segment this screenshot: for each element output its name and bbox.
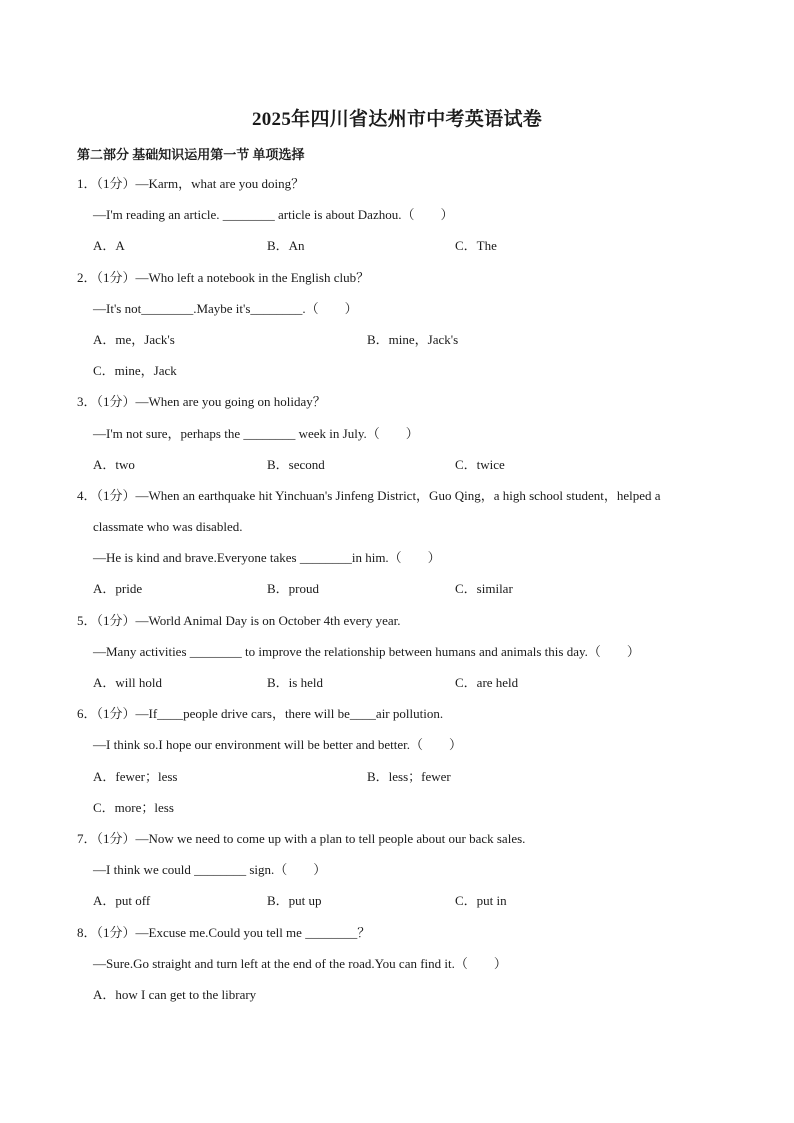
question-4-stem: 4．（1分）—When an earthquake hit Yinchuan's Jinfeng District，Guo Qing，a high school student，helped a — [77, 487, 661, 503]
question-6-option-c: C．more；less — [93, 799, 174, 815]
question-8-option-a: A．how I can get to the library — [93, 986, 257, 1002]
question-5-stem: 5．（1分）—World Animal Day is on October 4th every year. — [77, 612, 401, 628]
question-1-options — [77, 232, 737, 263]
question-2-option-b: B．mine，Jack's — [367, 331, 459, 347]
question-1-stem: 1．（1分）—Karm，what are you doing？ — [77, 176, 305, 191]
question-6-option-a: A．fewer；less — [93, 768, 178, 784]
question-5-option-c: C．are held — [455, 675, 519, 690]
question-4-stem-continued: classmate who was disabled. — [93, 519, 243, 535]
question-6-stem: 6．（1分）—If____people drive cars，there will be____air pollution. — [77, 706, 444, 722]
question-2-stem: 2．（1分）—Who left a notebook in the English club？ — [77, 269, 370, 285]
question-2-reply: —It's not________.Maybe it's________.（ ） — [93, 300, 358, 316]
question-8-options — [77, 981, 737, 1012]
question-3-options — [77, 451, 737, 482]
question-2-option-a: A．me，Jack's — [93, 331, 175, 347]
page-title: 2025年四川省达州市中考英语试卷 — [251, 109, 543, 130]
question-3-option-a: A．two — [93, 456, 135, 472]
question-7-reply: —I think we could ________ sign.（ ） — [93, 862, 327, 878]
question-3-option-c: C．twice — [455, 456, 505, 472]
question-6-options-row-1 — [77, 763, 737, 794]
question-1-option-a: A．A — [93, 238, 125, 254]
question-3-option-b: B．second — [267, 456, 325, 472]
question-4-reply: —He is kind and brave.Everyone takes ________in him.（ ） — [93, 550, 441, 566]
question-2-options-row-1 — [77, 326, 737, 357]
question-5-options — [77, 669, 737, 700]
question-3-stem: 3．（1分）—When are you going on holiday？ — [77, 394, 326, 410]
question-4-option-a: A．pride — [93, 581, 143, 597]
question-6-option-b: B．less；fewer — [367, 768, 451, 784]
question-7-stem: 7．（1分）—Now we need to come up with a plan to tell people about our back sales. — [77, 830, 526, 846]
question-5-option-a: A．will hold — [93, 675, 162, 690]
question-1-reply: —I'm reading an article. ________ article is about Dazhou.（ ） — [93, 207, 454, 223]
question-8-stem: 8．（1分）—Excuse me.Could you tell me ________？ — [77, 924, 371, 940]
question-5-reply: —Many activities ________ to improve the relationship between humans and animals this day.（ ） — [93, 643, 640, 659]
question-6-reply: —I think so.I hope our environment will be better and better.（ ） — [93, 737, 462, 753]
section-header: 第二部分 基础知识运用第一节 单项选择 — [77, 147, 305, 162]
question-7-option-b: B．put up — [267, 893, 322, 909]
question-1-option-c: C．The — [455, 238, 497, 254]
question-7-options — [77, 887, 737, 918]
question-4-option-c: C．similar — [455, 581, 513, 597]
question-4-options — [77, 575, 737, 606]
question-1-option-b: B．An — [267, 238, 305, 254]
question-3-reply: —I'm not sure，perhaps the ________ week in July.（ ） — [93, 425, 419, 441]
question-7-option-a: A．put off — [93, 893, 151, 909]
question-4-option-b: B．proud — [267, 581, 320, 597]
question-6-options-row-2 — [77, 794, 737, 825]
question-8-reply: —Sure.Go straight and turn left at the end of the road.You can find it.（ ） — [93, 955, 507, 971]
question-2-option-c: C．mine，Jack — [93, 363, 177, 379]
question-7-option-c: C．put in — [455, 893, 507, 909]
question-5-option-b: B．is held — [267, 675, 323, 690]
question-list — [77, 170, 737, 1012]
question-2-options-row-2 — [77, 357, 737, 388]
